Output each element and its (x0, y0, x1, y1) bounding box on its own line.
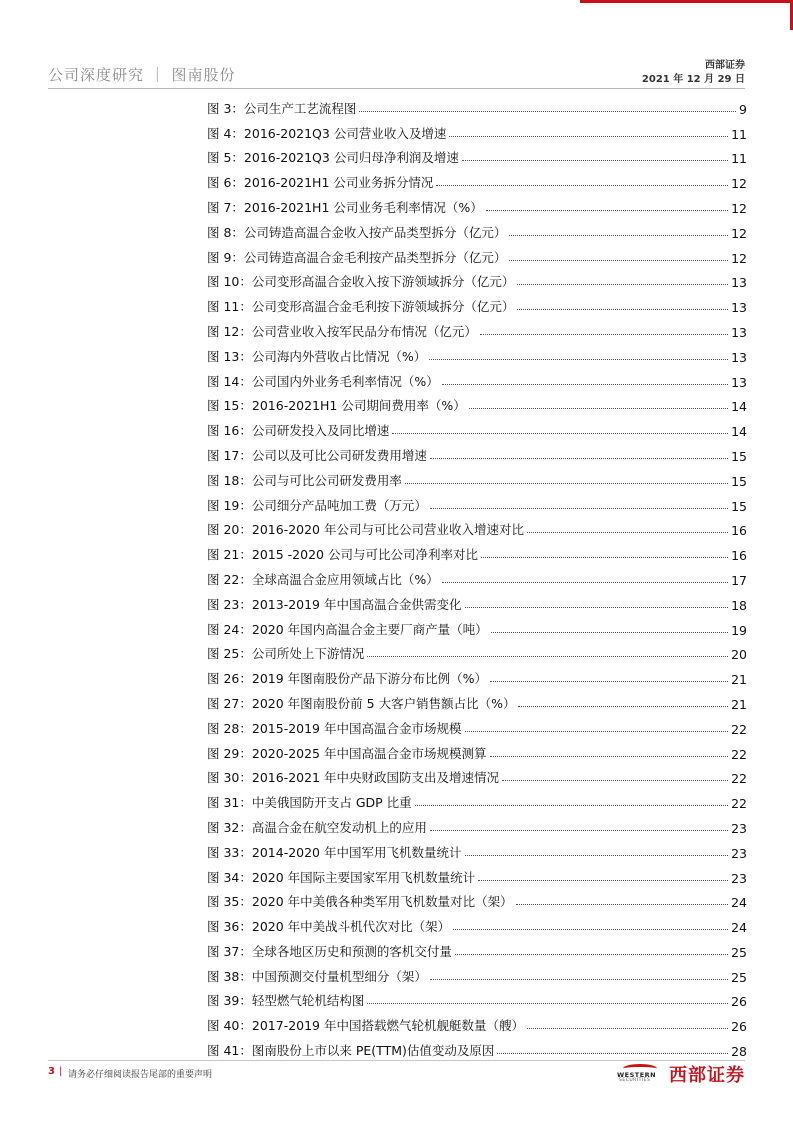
toc-entry-page: 26 (731, 994, 747, 1010)
toc-entry-page: 19 (731, 622, 747, 638)
toc-entry-page: 25 (731, 944, 747, 960)
toc-entry-title: 图 17：公司以及可比公司研发费用增速 (207, 447, 427, 463)
toc-leader-dots (497, 1053, 728, 1054)
toc-entry[interactable] (207, 737, 747, 762)
toc-entry[interactable] (207, 588, 747, 613)
toc-leader-dots (490, 756, 729, 757)
toc-entry-page: 13 (731, 374, 747, 390)
toc-entry[interactable] (207, 613, 747, 638)
toc-entry-title: 图 23：2013-2019 年中国高温合金供需变化 (207, 596, 462, 612)
toc-entry[interactable] (207, 762, 747, 787)
toc-entry-title: 图 40：2017-2019 年中国搭载燃气轮机舰艇数量（艘） (207, 1018, 524, 1034)
toc-entry-title: 图 21：2015 -2020 公司与可比公司净利率对比 (207, 547, 478, 563)
toc-leader-dots (359, 111, 736, 112)
toc-entry-page: 25 (731, 969, 747, 985)
toc-entry-title: 图 37：全球各地区历史和预测的客机交付量 (207, 943, 452, 959)
toc-entry-title: 图 41：图南股份上市以来 PE(TTM)估值变动及原因 (207, 1043, 495, 1059)
toc-entry-page: 14 (731, 424, 747, 440)
toc-entry[interactable] (207, 712, 747, 737)
toc-entry-title: 图 31：中美俄国防开支占 GDP 比重 (207, 795, 412, 811)
toc-entry-page: 15 (731, 448, 747, 464)
toc-leader-dots (430, 508, 728, 509)
toc-entry-page: 24 (731, 895, 747, 911)
toc-entry-page: 26 (731, 1019, 747, 1035)
toc-entry[interactable] (207, 786, 747, 811)
logo-wordmark: WESTERN (617, 1071, 657, 1079)
toc-entry-title: 图 28：2015-2019 年中国高温合金市场规模 (207, 720, 462, 736)
toc-entry[interactable] (207, 935, 747, 960)
toc-entry[interactable] (207, 538, 747, 563)
toc-leader-dots (415, 805, 728, 806)
toc-entry-title: 图 4：2016-2021Q3 公司营业收入及增速 (207, 125, 447, 141)
toc-entry-page: 14 (731, 399, 747, 415)
toc-leader-dots (367, 656, 728, 657)
toc-entry-page: 13 (731, 300, 747, 316)
toc-entry-page: 21 (731, 672, 747, 688)
toc-entry-page: 18 (731, 597, 747, 613)
toc-leader-dots (490, 681, 728, 682)
toc-entry-page: 22 (731, 796, 747, 812)
toc-entry-title: 图 7：2016-2021H1 公司业务毛利率情况（%） (207, 199, 483, 215)
toc-entry[interactable] (207, 142, 747, 167)
toc-leader-dots (509, 260, 728, 261)
toc-leader-dots (502, 780, 728, 781)
toc-entry-title: 图 36：2020 年中美战斗机代次对比（架） (207, 919, 451, 935)
toc-entry-title: 图 15：2016-2021H1 公司期间费用率（%） (207, 398, 466, 414)
toc-entry[interactable] (207, 886, 747, 911)
report-section-title: 公司深度研究 ｜ 图南股份 (48, 66, 236, 84)
toc-entry[interactable] (207, 216, 747, 241)
toc-entry[interactable] (207, 166, 747, 191)
toc-entry[interactable] (207, 241, 747, 266)
toc-entry-page: 12 (731, 176, 747, 192)
toc-entry-page: 28 (731, 1044, 747, 1060)
toc-entry[interactable] (207, 365, 747, 390)
toc-entry-title: 图 11：公司变形高温合金毛利按下游领域拆分（亿元） (207, 299, 515, 315)
disclaimer-note: 请务必仔细阅读报告尾部的重要声明 (68, 1070, 213, 1080)
toc-entry-title: 图 26：2019 年图南股份产品下游分布比例（%） (207, 671, 488, 687)
toc-leader-dots (480, 334, 728, 335)
toc-entry[interactable] (207, 836, 747, 861)
toc-entry-page: 23 (731, 870, 747, 886)
toc-entry[interactable] (207, 811, 747, 836)
toc-entry-page: 22 (731, 721, 747, 737)
toc-entry-page: 16 (731, 523, 747, 539)
header-accent-line (580, 0, 793, 10)
toc-entry-title: 图 8：公司铸造高温合金收入按产品类型拆分（亿元） (207, 224, 507, 240)
toc-entry[interactable] (207, 266, 747, 291)
toc-entry-page: 15 (731, 498, 747, 514)
toc-entry-page: 23 (731, 845, 747, 861)
toc-entry-title: 图 19：公司细分产品吨加工费（万元） (207, 497, 427, 513)
toc-entry-title: 图 38：中国预测交付量机型细分（架） (207, 968, 427, 984)
toc-leader-dots (429, 359, 728, 360)
toc-entry-page: 13 (731, 275, 747, 291)
toc-entry[interactable] (207, 1034, 747, 1059)
toc-entry-page: 12 (731, 225, 747, 241)
toc-entry-title: 图 10：公司变形高温合金收入按下游领域拆分（亿元） (207, 274, 515, 290)
toc-entry[interactable] (207, 464, 747, 489)
toc-entry[interactable] (207, 638, 747, 663)
toc-leader-dots (527, 1028, 728, 1029)
toc-entry-title: 图 29：2020-2025 年中国高温合金市场规模测算 (207, 745, 487, 761)
header-divider (48, 88, 745, 89)
toc-leader-dots (405, 483, 728, 484)
toc-entry[interactable] (207, 489, 747, 514)
toc-entry-title: 图 6：2016-2021H1 公司业务拆分情况 (207, 175, 434, 191)
toc-leader-dots (430, 458, 728, 459)
toc-entry-page: 22 (731, 746, 747, 762)
toc-entry-title: 图 9：公司铸造高温合金毛利按产品类型拆分（亿元） (207, 249, 507, 265)
toc-entry[interactable] (207, 92, 747, 117)
toc-entry[interactable] (207, 1009, 747, 1034)
header-brand: 西部证券 (705, 60, 745, 71)
toc-entry[interactable] (207, 514, 747, 539)
toc-entry-page: 24 (731, 920, 747, 936)
toc-entry[interactable] (207, 117, 747, 142)
toc-leader-dots (455, 954, 728, 955)
toc-entry[interactable] (207, 985, 747, 1010)
toc-entry-page: 12 (731, 200, 747, 216)
toc-entry[interactable] (207, 910, 747, 935)
toc-entry[interactable] (207, 439, 747, 464)
toc-entry[interactable] (207, 662, 747, 687)
toc-leader-dots (453, 929, 728, 930)
toc-entry-title: 图 13：公司海内外营收占比情况（%） (207, 348, 427, 364)
logo-subwordmark: SECURITIES (619, 1078, 651, 1083)
toc-entry[interactable] (207, 191, 747, 216)
toc-leader-dots (465, 855, 729, 856)
toc-entry[interactable] (207, 687, 747, 712)
toc-entry[interactable] (207, 960, 747, 985)
toc-entry[interactable] (207, 315, 747, 340)
toc-entry-title: 图 33：2014-2020 年中国军用飞机数量统计 (207, 844, 462, 860)
toc-leader-dots (481, 557, 728, 558)
toc-entry[interactable] (207, 290, 747, 315)
toc-entry-title: 图 22：全球高温合金应用领域占比（%） (207, 571, 439, 587)
toc-entry[interactable] (207, 563, 747, 588)
toc-leader-dots (469, 408, 728, 409)
toc-leader-dots (430, 830, 728, 831)
toc-entry-title: 图 25：公司所处上下游情况 (207, 646, 365, 662)
toc-entry-title: 图 30：2016-2021 年中央财政国防支出及增速情况 (207, 770, 499, 786)
toc-entry-page: 15 (731, 473, 747, 489)
toc-leader-dots (449, 136, 728, 137)
toc-entry-title: 图 18：公司与可比公司研发费用率 (207, 472, 402, 488)
report-date: 2021 年 12 月 29 日 (641, 74, 745, 85)
toc-entry-page: 13 (731, 349, 747, 365)
toc-entry-page: 12 (731, 250, 747, 266)
toc-leader-dots (465, 607, 729, 608)
toc-leader-dots (462, 160, 728, 161)
toc-leader-dots (465, 731, 729, 732)
toc-entry[interactable] (207, 861, 747, 886)
toc-entry-title: 图 14：公司国内外业务毛利率情况（%） (207, 373, 439, 389)
toc-leader-dots (491, 632, 728, 633)
toc-entry-title: 图 27：2020 年图南股份前 5 大客户销售额占比（%） (207, 695, 516, 711)
toc-leader-dots (442, 582, 728, 583)
toc-entry-title: 图 35：2020 年中美俄各种类军用飞机数量对比（架） (207, 894, 513, 910)
toc-entry-page: 11 (731, 126, 747, 142)
figure-list (207, 92, 747, 1059)
toc-entry[interactable] (207, 414, 747, 439)
toc-entry-title: 图 20：2016-2020 年公司与可比公司营业收入增速对比 (207, 522, 524, 538)
toc-leader-dots (392, 433, 728, 434)
toc-leader-dots (527, 532, 728, 533)
toc-entry-page: 11 (731, 151, 747, 167)
toc-leader-dots (516, 904, 728, 905)
toc-entry-title: 图 34：2020 年国际主要国家军用飞机数量统计 (207, 869, 476, 885)
toc-entry-title: 图 16：公司研发投入及同比增速 (207, 423, 390, 439)
toc-leader-dots (509, 235, 728, 236)
toc-leader-dots (478, 880, 728, 881)
toc-leader-dots (430, 979, 728, 980)
footer-separator: | (59, 1066, 63, 1077)
toc-entry-title: 图 3：公司生产工艺流程图 (207, 100, 357, 116)
toc-leader-dots (486, 210, 728, 211)
toc-entry[interactable] (207, 340, 747, 365)
toc-entry-page: 17 (731, 572, 747, 588)
toc-leader-dots (367, 1003, 728, 1004)
toc-entry-title: 图 5：2016-2021Q3 公司归母净利润及增速 (207, 150, 459, 166)
toc-leader-dots (442, 384, 728, 385)
toc-leader-dots (436, 185, 728, 186)
toc-entry-title: 图 39：轻型燃气轮机结构图 (207, 993, 365, 1009)
toc-entry-title: 图 24：2020 年国内高温合金主要厂商产量（吨） (207, 621, 488, 637)
toc-leader-dots (517, 309, 728, 310)
toc-entry-page: 13 (731, 324, 747, 340)
company-logo (617, 1061, 745, 1087)
toc-entry-page: 9 (739, 101, 747, 117)
toc-entry-title: 图 12：公司营业收入按军民品分布情况（亿元） (207, 323, 477, 339)
toc-entry[interactable] (207, 390, 747, 415)
logo-emblem (617, 1064, 663, 1084)
logo-text: 西部证券 (669, 1065, 745, 1086)
toc-entry-page: 21 (731, 696, 747, 712)
toc-leader-dots (518, 706, 728, 707)
toc-leader-dots (517, 284, 728, 285)
toc-entry-page: 23 (731, 820, 747, 836)
toc-entry-title: 图 32：高温合金在航空发动机上的应用 (207, 819, 427, 835)
toc-entry-page: 16 (731, 548, 747, 564)
toc-entry-page: 20 (731, 647, 747, 663)
page-number: 3 (48, 1066, 55, 1077)
toc-entry-page: 22 (731, 771, 747, 787)
